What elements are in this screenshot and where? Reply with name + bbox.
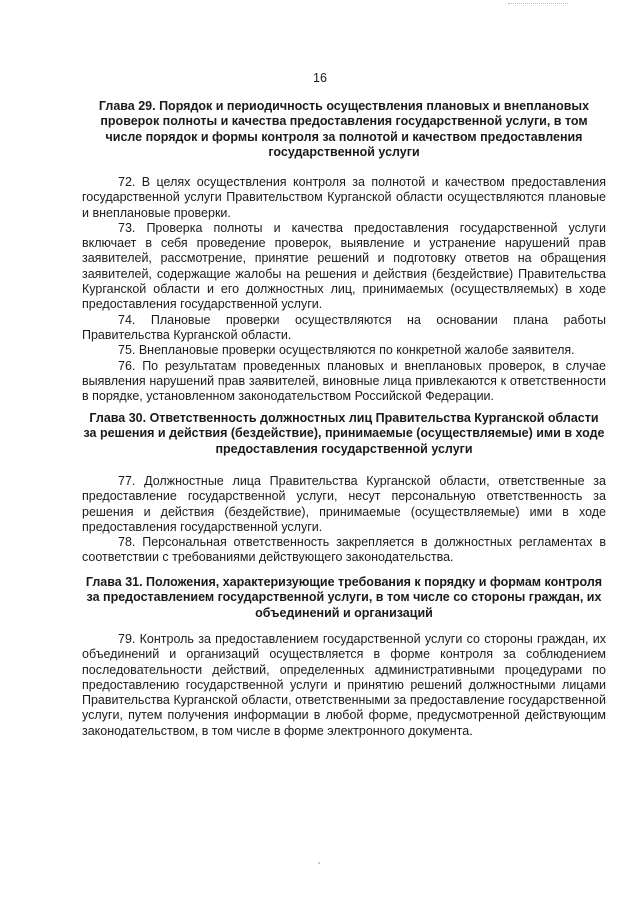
paragraph-77: 77. Должностные лица Правительства Курганской области, ответственные за предоставление государственной услуги, несут персональную ответственность за решения и действия (бездействие), принимаемые (осуществляемые) ими в ходе предоставления государственной услуги. [82,474,606,534]
paragraph-76: 76. По результатам проведенных плановых и внеплановых проверок, в случае выявления нарушений прав заявителей, виновные лица привлекаются к ответственности в порядке, установленном законодательством Российской Федерации. [82,358,606,404]
paragraph-72: 72. В целях осуществления контроля за полнотой и качеством предоставления государственной услуги Правительством Курганской области осуществляются плановые и внеплановые проверки. [82,175,606,220]
page-number: 16 [313,71,327,85]
paragraph-74: 74. Плановые проверки осуществляются на основании плана работы Правительства Курганской области. [82,312,606,342]
chapter-30-body [82,474,606,566]
chapter-31-title: Глава 31. Положения, характеризующие требования к порядку и формам контроля за предоставлением государственной услуги, в том числе со стороны граждан, их объединений и организаций [85,575,603,620]
chapter-29-body [82,175,606,404]
paragraph-79: 79. Контроль за предоставлением государственной услуги со стороны граждан, их объединений и организаций осуществляется в форме контроля за соблюдением последовательности действий, определенных административными процедурами по предоставлению государственной услуги и принятию решений должностными лицами Правительства Курганской области, ответственными за предоставление государственной услуги, путем получения информации в любой форме, предусмотренной действующим законодательством, в том числе в форме электронного документа. [82,632,606,738]
chapter-29-title: Глава 29. Порядок и периодичность осуществления плановых и внеплановых проверок полноты и качества предоставления государственной услуги, в том числе порядок и формы контроля за полнотой и качеством предоставления государственной услуги [98,99,590,159]
scan-artifact [508,3,568,6]
paragraph-73: 73. Проверка полноты и качества предоставления государственной услуги включает в себя проведение проверок, выявление и устранение нарушений прав заявителей, рассмотрение, принятие решений и подготовку ответов на обращения заявителей, содержащие жалобы на решения и действия (бездействие) Правительства Курганской области и его должностных лиц, принимаемых (осуществляемых) в ходе предоставления государственной услуги. [82,220,606,312]
scan-artifact-dot [318,862,320,864]
chapter-31-body [82,632,606,739]
paragraph-78: 78. Персональная ответственность закрепляется в должностных регламентах в соответствии с требованиями действующего законодательства. [82,535,606,565]
paragraph-75: 75. Внеплановые проверки осуществляются по конкретной жалобе заявителя. [118,343,575,358]
chapter-30-title: Глава 30. Ответственность должностных лиц Правительства Курганской области за решения и действия (бездействие), принимаемые (осуществляемые) ими в ходе предоставления государственной услуги [83,411,605,456]
